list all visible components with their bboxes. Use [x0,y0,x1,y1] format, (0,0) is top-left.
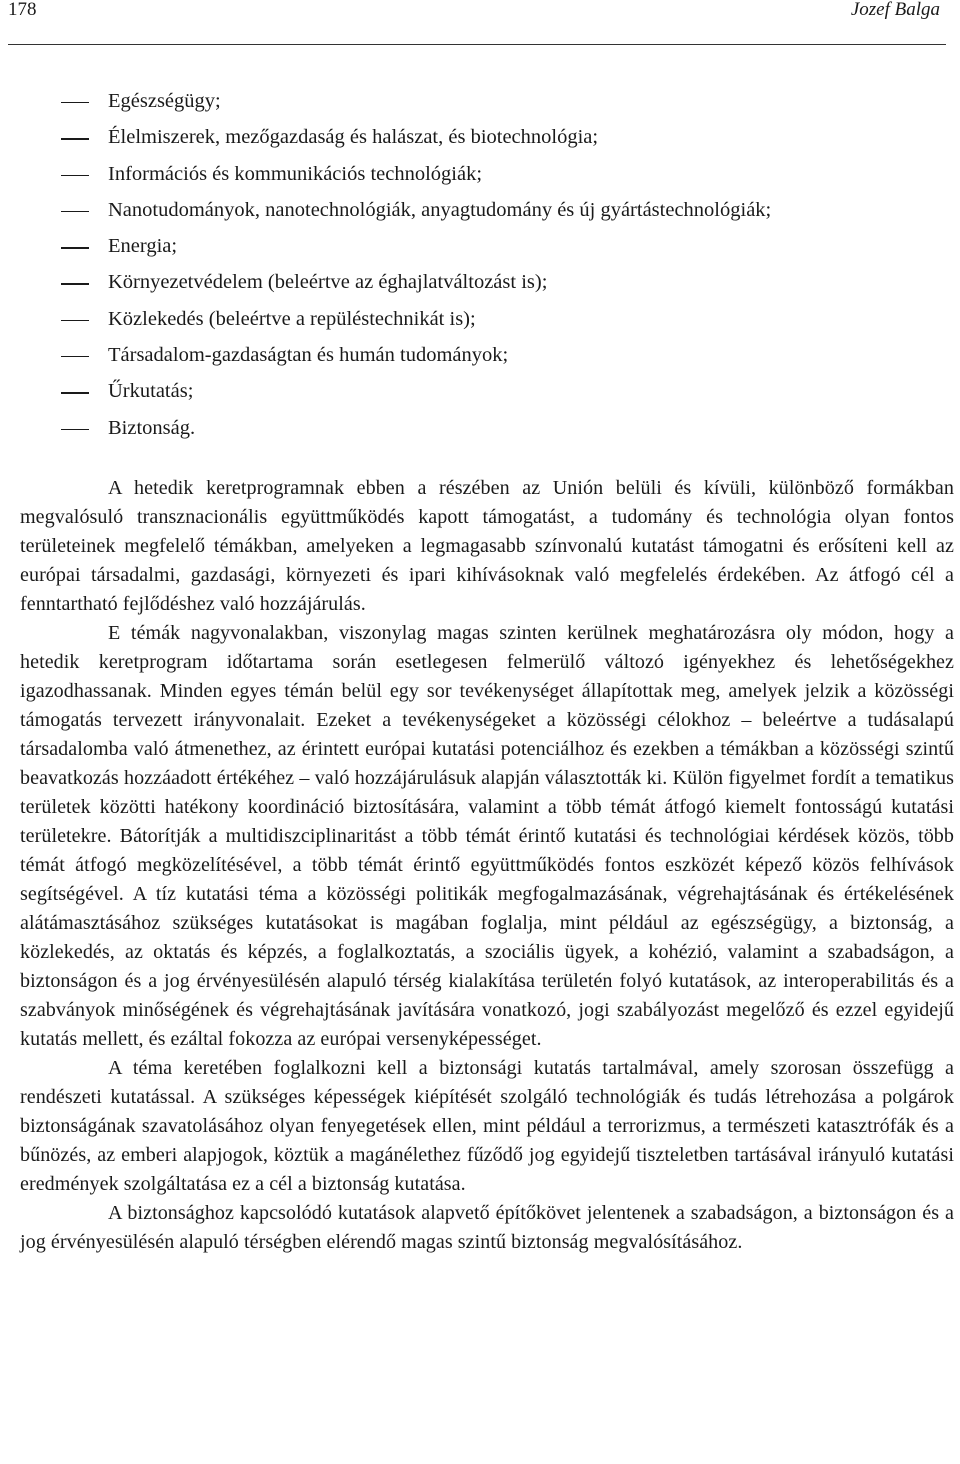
paragraph-intro: A hetedik keretprogramnak ebben a részében az Unión belüli és kívüli, különböző formákban megvalósuló transznacionális együttműködés kapott támogatást, a tudomány és technológia olyan fontos területeinek megfelelő témákban, amelyeken a legmagasabb színvonalú kutatást támogatni és erősíteni kell az európai társadalmi, gazdasági, környezeti és ipari kihívásoknak való megfelelés érdekében. Az átfogó cél a fenntartható fejlődéshez való hozzájárulás. [20,477,954,615]
author-running-head: Jozef Balga [850,0,940,20]
paragraph-themes: E témák nagyvonalakban, viszonylag magas szinten kerülnek meghatározásra oly módon, hogy a hetedik keretprogram időtartama során esetlegesen felmerülő változó igényekhez és lehetőségekhez igazodhassanak. Minden egyes témán belül egy sor tevékenységet állapítottak meg, amelyek jelzik a közösségi támogatás tervezett irányvonalait. Ezeket a tevékenységeket a közösségi célokhoz – beleértve a tudásalapú társadalomba való átmenethez, az érintett európai kutatási potenciálhoz és ezekben a témákban a közösségi szintű beavatkozás hozzáadott értékéhez – való hozzájárulásuk alapján választották ki. Külön figyelmet fordít a tematikus területek közötti hatékony koordináció biztosítására, valamint a több témát átfogó kiemelt fontosságú kutatási területekre. Bátorítják a multidiszciplinaritást a több témát érintő kutatási és technológiai kérdések közös, több témát átfogó megközelítésével, a több témát érintő együttműködés fontos eszközét képező közös felhívások segítségével. A tíz kutatási téma a közösségi politikák megfogalmazásának, végrehajtásának és értékelésének alátámasztásához szükséges kutatásokat is magában foglalja, mint például az egészségügy, a biztonság, a közlekedés, az oktatás és képzés, a foglalkoztatás, a szociális ügyek, a kohézió, valamint a szabadságon, a biztonságon és a jog érvényesülésén alapuló térség kialakítása területén folyó kutatások, az interoperabilitás és a szabványok minőségének és végrehajtásának javítására vonatkozó, jogi szabályozást megelőző és ezzel egyidejű kutatás mellett, és ezáltal fokozza az európai versenyképességet. [20,622,954,1050]
list-item-text: Energia; [108,235,178,258]
list-item-text: Társadalom-gazdaságtan és humán tudományok; [108,344,509,367]
list-item-text: Biztonság. [108,416,196,439]
page-number: 178 [8,0,37,20]
list-item-text: Nanotudományok, nanotechnológiák, anyagtudomány és új gyártástechnológiák; [108,198,772,221]
page-header [8,0,946,45]
list-item-text: Űrkutatás; [108,380,194,403]
list-item-text: Közlekedés (beleértve a repüléstechnikát is); [108,307,476,330]
paragraph-security-research: A téma keretében foglalkozni kell a biztonsági kutatás tartalmával, amely szorosan összefügg a rendészeti kutatással. A szükséges képességek kiépítését szolgáló technológiák és tudás létrehozása a polgárok biztonságának szavatolásához olyan fenyegetések ellen, mint például a terrorizmus, a természeti katasztrófák és a bűnözés, az emberi alapjogok, köztük a magánélethez fűződő jog egyidejű tiszteletben tartásával irányuló kutatási eredmények szolgáltatása ez a cél a biztonság kutatása. [20,1057,954,1195]
list-item-text: Környezetvédelem (beleértve az éghajlatváltozást is); [108,271,548,294]
paragraph-security-building-blocks: A biztonsághoz kapcsolódó kutatások alapvető építőkövet jelentenek a szabadságon, a biztonságon és a jog érvényesülésén alapuló térségben elérendő magas szintű biztonság megvalósításához. [20,1202,954,1253]
list-item-text: Élelmiszerek, mezőgazdaság és halászat, és biotechnológia; [108,126,599,149]
list-item-text: Információs és kommunikációs technológiák; [108,162,483,185]
list-item-text: Egészségügy; [108,90,221,112]
body-text [20,474,954,1257]
